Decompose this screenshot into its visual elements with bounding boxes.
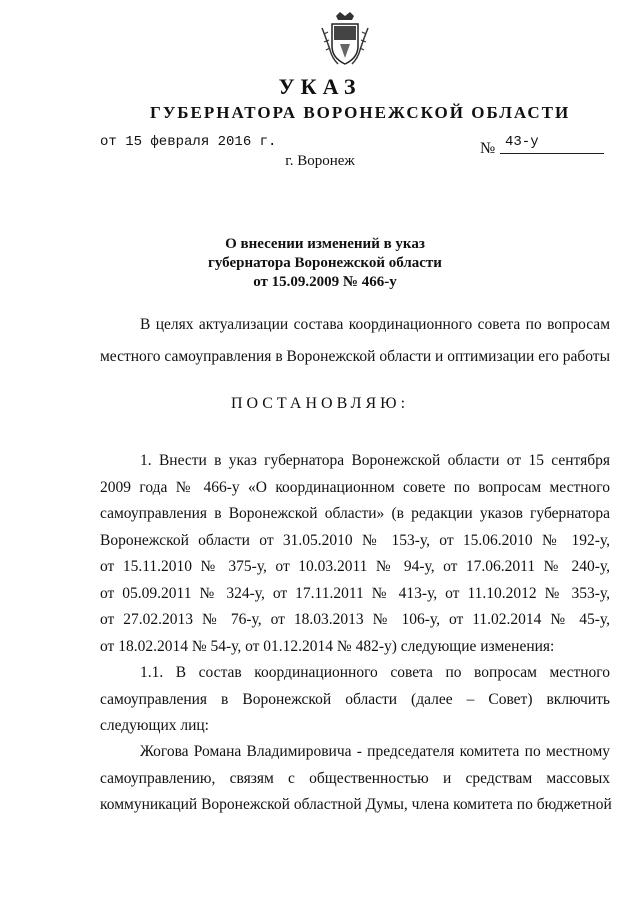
paragraph-line: 2009 года № 466-у «О координационном совете по вопросам местного — [100, 478, 610, 496]
paragraph-line: 1.1. В состав координационного совета по вопросам местного — [140, 664, 610, 681]
preamble-line: В целях актуализации состава координационного совета по вопросам — [140, 316, 610, 333]
subject-line: О внесении изменений в указ — [225, 236, 425, 252]
decree-number-label: № — [480, 140, 496, 157]
decree-subject — [180, 235, 470, 292]
paragraph-line: от 05.09.2011 № 324-у, от 17.11.2011 № 413-у, от 11.10.2012 № 353-у, — [100, 584, 610, 602]
preamble-paragraph — [100, 314, 610, 367]
paragraph-line: Жогова Романа Владимировича - председателя комитета по местному — [140, 743, 610, 760]
preamble-line: местного самоуправления в Воронежской области и оптимизации его работы — [100, 348, 610, 365]
paragraph-line: от 27.02.2013 № 76-у, от 18.03.2013 № 106-у, от 11.02.2014 № 45-у, — [100, 611, 610, 628]
decree-heading: ПОСТАНОВЛЯЮ: — [230, 395, 410, 412]
decree-number: 43-у — [505, 134, 539, 150]
paragraph-line: следующих лиц: — [100, 717, 209, 734]
paragraph-line: от 15.11.2010 № 375-у, от 10.03.2011 № 94-у, от 17.06.2011 № 240-у, — [100, 558, 610, 575]
paragraph-person — [100, 739, 610, 819]
paragraph-line: самоуправлению, связям с общественностью и средствам массовых — [100, 769, 610, 787]
document-title: УКАЗ — [278, 74, 362, 99]
paragraph-line: самоуправления в Воронежской области (далее – Совет) включить — [100, 690, 610, 708]
paragraph-1 — [100, 448, 610, 660]
subject-line: губернатора Воронежской области — [208, 255, 442, 271]
decree-date: от 15 февраля 2016 г. — [100, 134, 277, 150]
paragraph-line: коммуникаций Воронежской областной Думы, члена комитета по бюджетной — [100, 796, 612, 813]
city-line: г. Воронеж — [285, 153, 355, 169]
document-subtitle: ГУБЕРНАТОРА ВОРОНЕЖСКОЙ ОБЛАСТИ — [150, 103, 571, 122]
coat-of-arms-emblem — [318, 10, 372, 70]
paragraph-line: Воронежской области от 31.05.2010 № 153-у, от 15.06.2010 № 192-у, — [100, 531, 610, 549]
paragraph-line: 1. Внести в указ губернатора Воронежской области от 15 сентября — [140, 452, 610, 469]
paragraph-line: самоуправления в Воронежской области» (в редакции указов губернатора — [100, 505, 610, 522]
paragraph-1-1 — [100, 660, 610, 740]
subject-line: от 15.09.2009 № 466-у — [253, 274, 397, 290]
paragraph-line: от 18.02.2014 № 54-у, от 01.12.2014 № 482-у) следующие изменения: — [100, 637, 555, 655]
